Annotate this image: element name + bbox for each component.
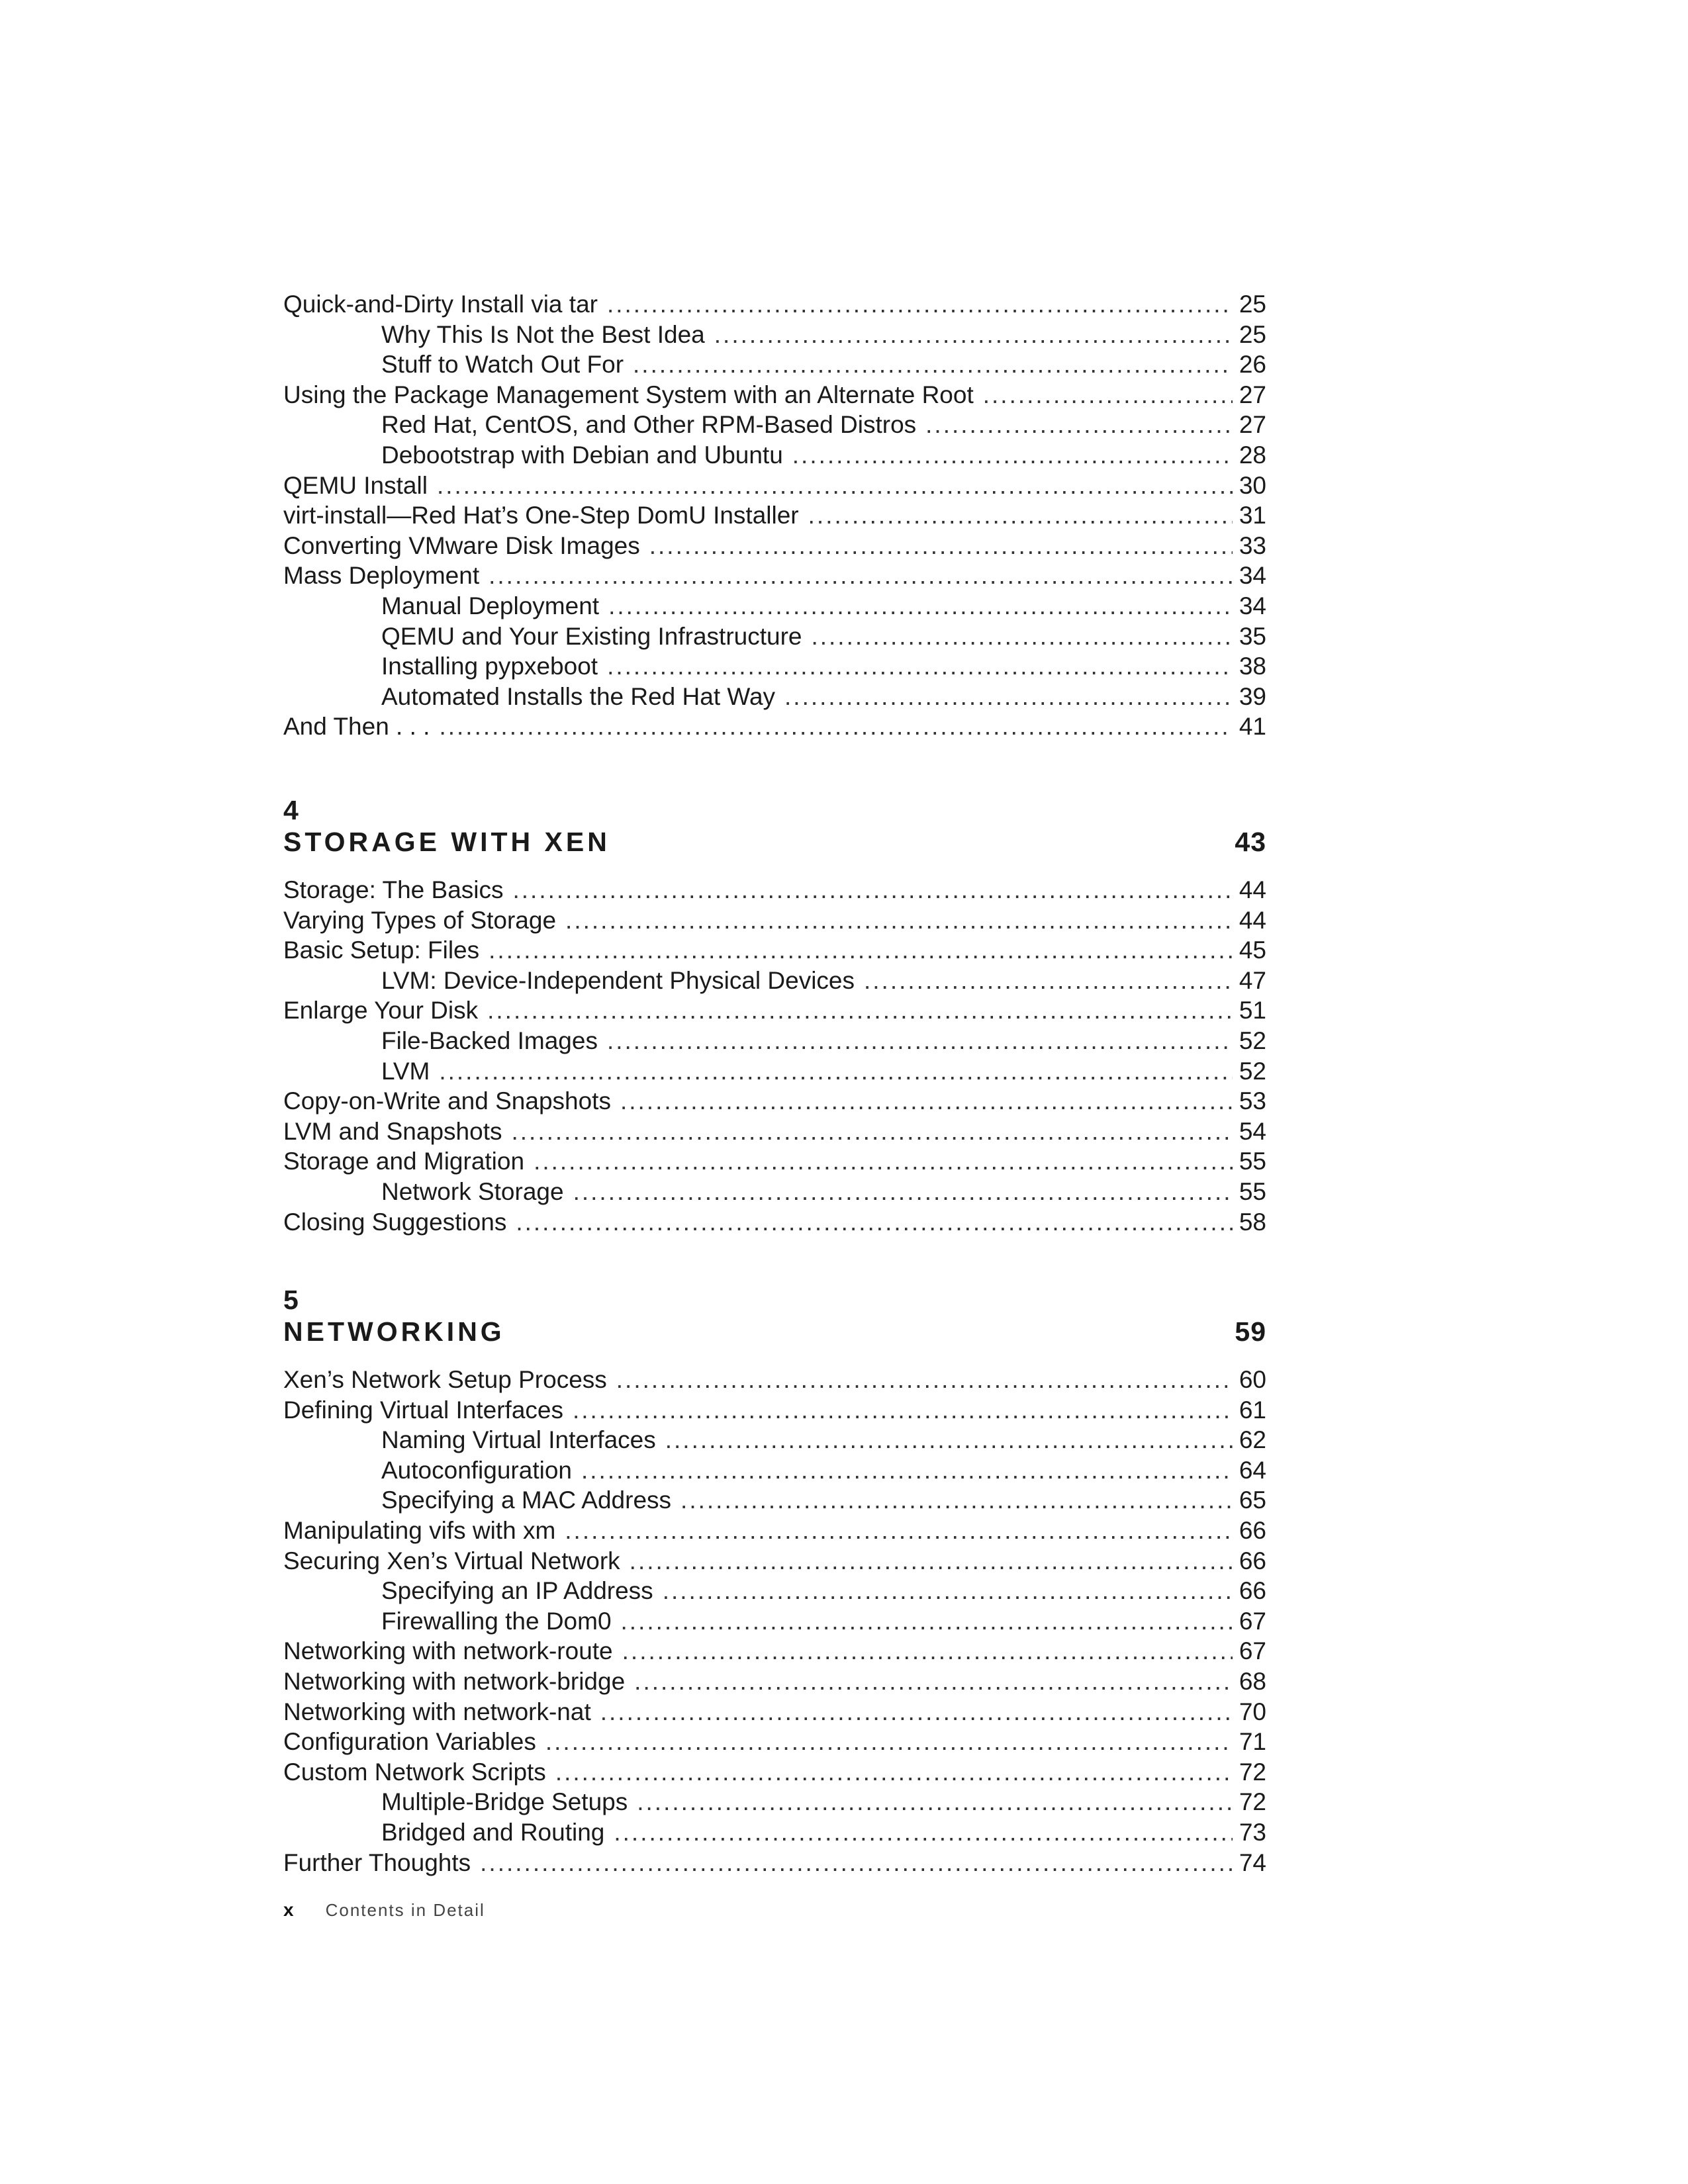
toc-entry-page: 51 (1239, 997, 1266, 1024)
toc-entry-title: Copy-on-Write and Snapshots (283, 1087, 611, 1115)
toc-entry-page: 44 (1239, 906, 1266, 934)
toc-entry-list (283, 1365, 1266, 1878)
toc-entry-title: Basic Setup: Files (283, 936, 480, 964)
toc-entry-page: 28 (1239, 441, 1266, 469)
toc-entry-page: 66 (1239, 1516, 1266, 1544)
dot-leader (581, 1455, 1233, 1486)
toc-entry-page: 70 (1239, 1698, 1266, 1725)
toc-entry-title: Debootstrap with Debian and Ubuntu (381, 441, 783, 469)
toc-entry-title: Installing pypxeboot (381, 653, 598, 680)
toc-entry-title: Enlarge Your Disk (283, 997, 479, 1024)
toc-entry[interactable] (283, 1516, 1266, 1546)
toc-entry-page: 44 (1239, 876, 1266, 903)
dot-leader (480, 1848, 1233, 1878)
toc-entry-page: 73 (1239, 1818, 1266, 1846)
toc-entry-page: 68 (1239, 1667, 1266, 1695)
toc-entry-page: 30 (1239, 471, 1266, 499)
toc-entry[interactable] (283, 875, 1266, 905)
chapter-title-row (283, 825, 1266, 859)
dot-leader (607, 651, 1233, 682)
toc-entry[interactable] (283, 1546, 1266, 1576)
toc-entry-page: 25 (1239, 320, 1266, 348)
dot-leader (511, 1116, 1232, 1147)
toc-entry-title: Varying Types of Storage (283, 906, 557, 934)
toc-subentry[interactable] (283, 320, 1266, 350)
dot-leader (516, 1207, 1233, 1238)
dot-leader (573, 1177, 1233, 1207)
toc-subentry[interactable] (283, 349, 1266, 380)
chapter-title-row (283, 1314, 1266, 1349)
toc-entry[interactable] (283, 531, 1266, 561)
toc-entry[interactable] (283, 471, 1266, 501)
toc-entry-title: Xen’s Network Setup Process (283, 1366, 607, 1393)
toc-subentry[interactable] (283, 1056, 1266, 1087)
page-folio: x (283, 1899, 294, 1920)
toc-entry[interactable] (283, 561, 1266, 591)
toc-entry-page: 62 (1239, 1426, 1266, 1454)
toc-entry-page: 52 (1239, 1026, 1266, 1054)
toc-entry-title: Storage and Migration (283, 1148, 525, 1175)
dot-leader (714, 320, 1233, 350)
toc-subentry[interactable] (283, 1485, 1266, 1516)
toc-entry-title: Using the Package Management System with an Alternate Root (283, 381, 974, 408)
toc-entry-title: Networking with network-nat (283, 1698, 591, 1725)
toc-section-continued (283, 289, 1266, 742)
toc-entry[interactable] (283, 1086, 1266, 1116)
toc-entry-page: 67 (1239, 1637, 1266, 1665)
toc-entry[interactable] (283, 1146, 1266, 1177)
dot-leader (437, 471, 1233, 501)
dot-leader (633, 349, 1233, 380)
toc-entry-title: Specifying an IP Address (381, 1577, 653, 1605)
toc-subentry[interactable] (283, 440, 1266, 471)
toc-entry-title: Manual Deployment (381, 592, 600, 619)
toc-entry-page: 26 (1239, 351, 1266, 379)
toc-entry-page: 39 (1239, 682, 1266, 710)
running-head: Contents in Detail (325, 1900, 485, 1920)
dot-leader (665, 1425, 1233, 1455)
toc-entry-page: 60 (1239, 1366, 1266, 1393)
toc-entry-title: Configuration Variables (283, 1728, 536, 1756)
page-footer (283, 1899, 485, 1921)
toc-subentry[interactable] (283, 621, 1266, 652)
toc-subentry[interactable] (283, 1026, 1266, 1056)
dot-leader (663, 1576, 1233, 1606)
toc-entry-page: 25 (1239, 291, 1266, 318)
toc-entry-page: 52 (1239, 1057, 1266, 1085)
toc-entry-page: 66 (1239, 1547, 1266, 1574)
toc-entry[interactable] (283, 995, 1266, 1026)
toc-entry-title: Networking with network-route (283, 1637, 613, 1665)
toc-entry[interactable] (283, 1666, 1266, 1697)
dot-leader (621, 1606, 1233, 1637)
toc-entry-page: 64 (1239, 1456, 1266, 1484)
toc-entry-list (283, 289, 1266, 742)
toc-entry-page: 74 (1239, 1848, 1266, 1876)
dot-leader (620, 1086, 1233, 1116)
dot-leader (630, 1546, 1233, 1576)
toc-entry-page: 53 (1239, 1087, 1266, 1115)
chapter-number: 5 (283, 1285, 299, 1315)
toc-entry-title: Firewalling the Dom0 (381, 1607, 612, 1635)
toc-entry-page: 72 (1239, 1788, 1266, 1816)
dot-leader (983, 380, 1233, 410)
dot-leader (792, 440, 1233, 471)
toc-subentry[interactable] (283, 1576, 1266, 1606)
toc-subentry[interactable] (283, 1817, 1266, 1848)
dot-leader (489, 561, 1233, 591)
toc-entry-title: QEMU Install (283, 471, 428, 499)
chapter-page-number: 59 (1235, 1316, 1266, 1347)
chapter-heading-5 (283, 1285, 1266, 1349)
toc-entry-title: QEMU and Your Existing Infrastructure (381, 622, 802, 650)
toc-entry-page: 34 (1239, 562, 1266, 590)
chapter-title[interactable]: STORAGE WITH XEN (283, 827, 610, 857)
toc-entry-title: virt-install—Red Hat’s One-Step DomU Installer (283, 502, 799, 529)
dot-leader (680, 1485, 1233, 1516)
toc-entry[interactable] (283, 1116, 1266, 1147)
toc-entry[interactable] (283, 1848, 1266, 1878)
chapter-page-number: 43 (1235, 827, 1266, 857)
toc-subentry[interactable] (283, 410, 1266, 440)
toc-entry-list (283, 875, 1266, 1237)
dot-leader (637, 1787, 1233, 1817)
toc-subentry[interactable] (283, 682, 1266, 712)
toc-entry-title: Quick-and-Dirty Install via tar (283, 291, 598, 318)
toc-entry-title: Mass Deployment (283, 562, 480, 590)
toc-entry-page: 54 (1239, 1117, 1266, 1145)
toc-entry[interactable] (283, 711, 1266, 742)
toc-subentry[interactable] (283, 651, 1266, 682)
dot-leader (545, 1727, 1233, 1757)
toc-entry-title: Manipulating vifs with xm (283, 1516, 556, 1544)
toc-subentry[interactable] (283, 1787, 1266, 1817)
chapter-heading-4 (283, 796, 1266, 859)
toc-entry[interactable] (283, 1697, 1266, 1727)
dot-leader (784, 682, 1233, 712)
toc-entry-page: 66 (1239, 1577, 1266, 1605)
toc-subentry[interactable] (283, 1606, 1266, 1637)
toc-entry[interactable] (283, 500, 1266, 531)
toc-entry-title: Networking with network-bridge (283, 1667, 626, 1695)
toc-subentry[interactable] (283, 591, 1266, 621)
toc-entry-title: Stuff to Watch Out For (381, 351, 624, 379)
toc-entry-title: Autoconfiguration (381, 1456, 572, 1484)
toc-entry-title: Custom Network Scripts (283, 1758, 546, 1786)
dot-leader (607, 289, 1233, 320)
toc-entry-page: 55 (1239, 1148, 1266, 1175)
dot-leader (565, 1516, 1233, 1546)
toc-entry[interactable] (283, 1395, 1266, 1426)
toc-entry[interactable] (283, 1207, 1266, 1238)
toc-subentry[interactable] (283, 1177, 1266, 1207)
toc-entry-title: LVM (381, 1057, 430, 1085)
toc-entry[interactable] (283, 935, 1266, 966)
dot-leader (555, 1757, 1233, 1788)
toc-entry-title: Automated Installs the Red Hat Way (381, 682, 776, 710)
dot-leader (534, 1146, 1233, 1177)
dot-leader (439, 711, 1232, 742)
toc-entry[interactable] (283, 289, 1266, 320)
chapter-title[interactable]: NETWORKING (283, 1316, 505, 1347)
dot-leader (616, 1365, 1233, 1395)
toc-entry-title: Multiple-Bridge Setups (381, 1788, 628, 1816)
dot-leader (607, 1026, 1233, 1056)
toc-entry-page: 41 (1239, 713, 1266, 741)
dot-leader (634, 1666, 1233, 1697)
toc-entry[interactable] (283, 905, 1266, 936)
dot-leader (622, 1636, 1233, 1666)
toc-section-storage (283, 875, 1266, 1237)
toc-entry-title: Naming Virtual Interfaces (381, 1426, 656, 1454)
toc-entry-page: 67 (1239, 1607, 1266, 1635)
toc-subentry[interactable] (283, 1425, 1266, 1455)
toc-entry-title: Why This Is Not the Best Idea (381, 320, 705, 348)
dot-leader (513, 875, 1233, 905)
dot-leader (565, 905, 1233, 936)
toc-entry-title: Converting VMware Disk Images (283, 531, 640, 559)
toc-entry-page: 38 (1239, 653, 1266, 680)
toc-entry-title: Bridged and Routing (381, 1818, 605, 1846)
toc-entry-page: 27 (1239, 411, 1266, 439)
dot-leader (573, 1395, 1233, 1426)
toc-subentry[interactable] (283, 966, 1266, 996)
toc-entry-title: Network Storage (381, 1177, 564, 1205)
toc-entry[interactable] (283, 1636, 1266, 1666)
toc-entry-page: 45 (1239, 936, 1266, 964)
dot-leader (608, 591, 1233, 621)
toc-entry-title: LVM and Snapshots (283, 1117, 502, 1145)
toc-entry-title: And Then . . . (283, 713, 430, 741)
dot-leader (649, 531, 1233, 561)
toc-entry-page: 31 (1239, 502, 1266, 529)
dot-leader (864, 966, 1233, 996)
dot-leader (439, 1056, 1233, 1087)
toc-entry-page: 65 (1239, 1486, 1266, 1514)
toc-entry[interactable] (283, 1757, 1266, 1788)
toc-entry-page: 61 (1239, 1396, 1266, 1424)
dot-leader (614, 1817, 1232, 1848)
toc-entry-page: 72 (1239, 1758, 1266, 1786)
toc-entry-page: 35 (1239, 622, 1266, 650)
toc-entry-page: 58 (1239, 1208, 1266, 1236)
toc-entry-title: File-Backed Images (381, 1026, 598, 1054)
toc-entry-title: Securing Xen’s Virtual Network (283, 1547, 620, 1574)
toc-entry-page: 27 (1239, 381, 1266, 408)
toc-entry-title: Closing Suggestions (283, 1208, 507, 1236)
toc-entry-page: 71 (1239, 1728, 1266, 1756)
toc-subentry[interactable] (283, 1455, 1266, 1486)
toc-entry-title: Defining Virtual Interfaces (283, 1396, 563, 1424)
dot-leader (811, 621, 1232, 652)
toc-entry-title: Further Thoughts (283, 1848, 471, 1876)
toc-entry-title: Red Hat, CentOS, and Other RPM-Based Distros (381, 411, 917, 439)
toc-entry-title: Specifying a MAC Address (381, 1486, 672, 1514)
chapter-number: 4 (283, 795, 299, 825)
toc-entry-page: 47 (1239, 966, 1266, 994)
toc-entry-title: Storage: The Basics (283, 876, 504, 903)
toc-section-networking (283, 1365, 1266, 1878)
dot-leader (925, 410, 1233, 440)
dot-leader (600, 1697, 1233, 1727)
toc-entry-title: LVM: Device-Independent Physical Devices (381, 966, 855, 994)
toc-entry-page: 55 (1239, 1177, 1266, 1205)
toc-entry[interactable] (283, 1727, 1266, 1757)
toc-entry-page: 34 (1239, 592, 1266, 619)
dot-leader (487, 995, 1233, 1026)
toc-entry[interactable] (283, 1365, 1266, 1395)
dot-leader (489, 935, 1233, 966)
toc-entry[interactable] (283, 380, 1266, 410)
toc-entry-page: 33 (1239, 531, 1266, 559)
dot-leader (808, 500, 1233, 531)
